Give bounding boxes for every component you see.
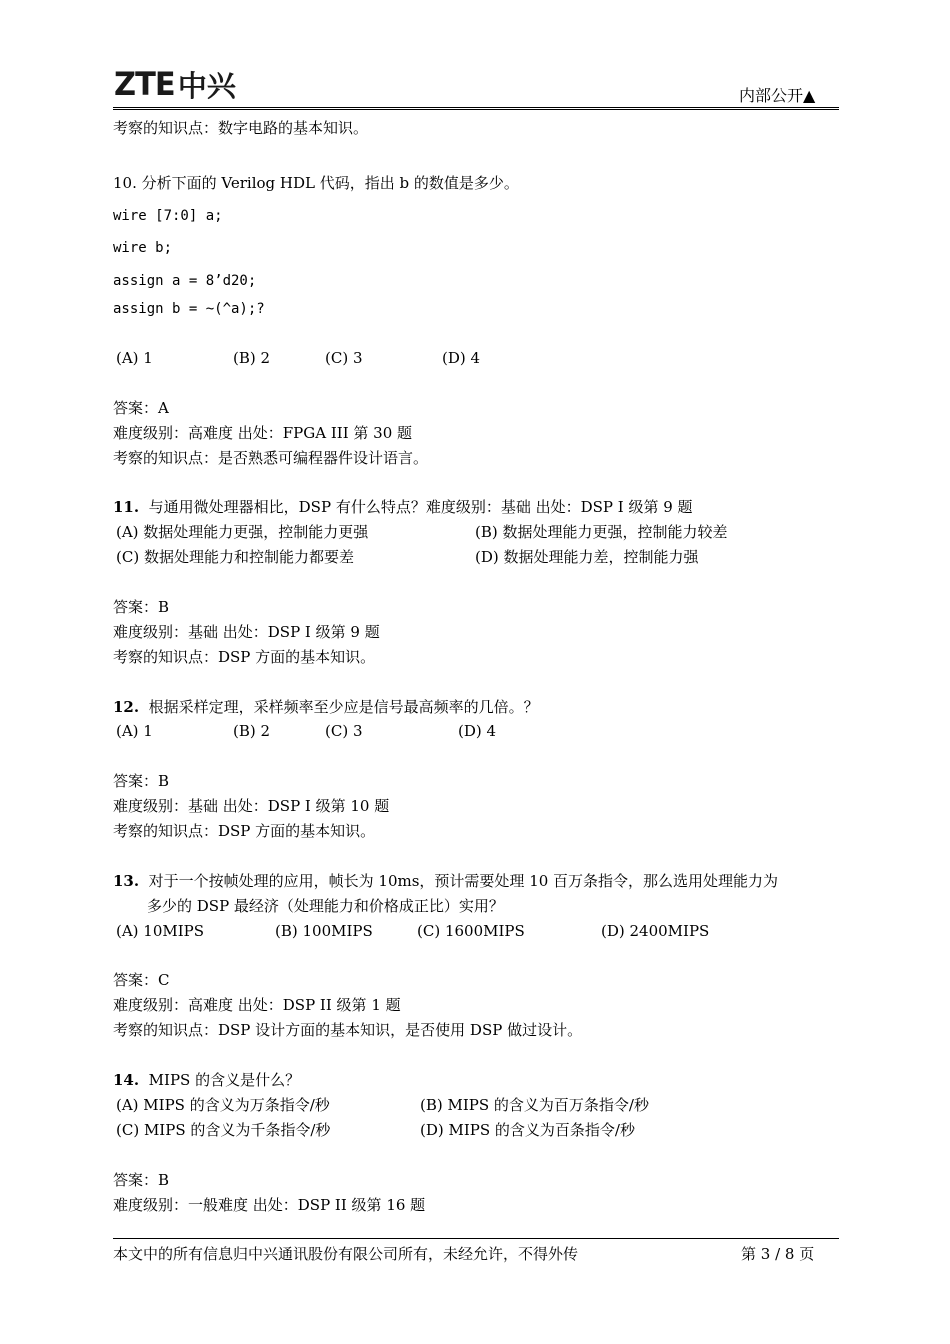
page-number: 第 3 / 8 页 [741,1245,815,1263]
knowledge-point: 考察的知识点：是否熟悉可编程器件设计语言。 [113,449,429,467]
question-number: 12. [113,698,140,716]
option-c: (C) MIPS 的含义为千条指令/秒 [116,1121,331,1139]
answer: 答案：B [113,1171,170,1189]
answer: 答案：C [113,971,170,989]
option-b: (B) 100MIPS [275,922,373,940]
knowledge-point: 考察的知识点：DSP 设计方面的基本知识，是否使用 DSP 做过设计。 [113,1021,583,1039]
classification-label: 内部公开▲ [739,86,816,105]
answer: 答案：A [113,399,169,417]
footer-notice: 本文中的所有信息归中兴通讯股份有限公司所有，未经允许，不得外传 [113,1245,579,1263]
code-line: wire [7:0] a; [113,208,223,224]
difficulty-level: 难度级别：基础 出处：DSP I 级第 10 题 [113,797,390,815]
option-a: (A) 数据处理能力更强，控制能力更强 [116,523,369,541]
logo-cn-text: 中兴 [177,68,236,103]
zte-logo [114,66,236,102]
difficulty-level: 难度级别：高难度 出处：FPGA III 第 30 题 [113,424,413,442]
code-line: assign b = ~(^a);? [113,301,265,317]
question-text: 对于一个按帧处理的应用，帧长为 10ms，预计需要处理 10 百万条指令，那么选用处理能力为 [148,872,779,890]
option-d: (D) 4 [458,722,497,740]
code-line: assign a = 8’d20; [113,273,257,289]
option-b: (B) 2 [233,349,271,367]
option-d: (D) MIPS 的含义为百条指令/秒 [420,1121,635,1139]
option-d: (D) 数据处理能力差，控制能力强 [475,548,699,566]
question-text-cont: 多少的 DSP 最经济（处理能力和价格成正比）实用？ [147,897,504,915]
difficulty-level: 难度级别：基础 出处：DSP I 级第 9 题 [113,623,380,641]
option-a: (A) MIPS 的含义为万条指令/秒 [116,1096,330,1114]
question-number: 13. [113,872,140,890]
logo-text: ZTE [114,65,175,103]
difficulty-level: 难度级别：一般难度 出处：DSP II 级第 16 题 [113,1196,426,1214]
option-a: (A) 1 [116,722,153,740]
answer: 答案：B [113,772,170,790]
option-c: (C) 3 [325,722,363,740]
question-text: 根据采样定理，采样频率至少应是信号最高频率的几倍。？ [148,698,539,716]
option-c: (C) 1600MIPS [417,922,525,940]
question-number: 14. [113,1071,140,1089]
knowledge-point: 考察的知识点：数字电路的基本知识。 [113,119,369,137]
difficulty-level: 难度级别：高难度 出处：DSP II 级第 1 题 [113,996,401,1014]
option-a: (A) 1 [116,349,153,367]
option-b: (B) 数据处理能力更强，控制能力较差 [475,523,728,541]
option-b: (B) MIPS 的含义为百万条指令/秒 [420,1096,649,1114]
question-text: MIPS 的含义是什么？ [148,1071,301,1089]
option-b: (B) 2 [233,722,271,740]
header-rule-top [113,107,839,108]
option-c: (C) 3 [325,349,363,367]
header-rule-bottom [113,109,839,110]
option-a: (A) 10MIPS [116,922,205,940]
option-d: (D) 4 [442,349,481,367]
question-title [113,497,693,517]
knowledge-point: 考察的知识点：DSP 方面的基本知识。 [113,648,376,666]
footer-rule [113,1238,839,1239]
option-d: (D) 2400MIPS [601,922,710,940]
question-title: 10. 分析下面的 Verilog HDL 代码，指出 b 的数值是多少。 [113,174,519,192]
question-title [113,1070,300,1090]
option-c: (C) 数据处理能力和控制能力都要差 [116,548,354,566]
code-line: wire b; [113,240,173,256]
question-text: 与通用微处理器相比，DSP 有什么特点？难度级别：基础 出处：DSP I 级第 9 题 [148,498,693,516]
question-number: 11. [113,498,140,516]
question-title [113,871,778,891]
question-title [113,697,539,717]
answer: 答案：B [113,598,170,616]
knowledge-point: 考察的知识点：DSP 方面的基本知识。 [113,822,376,840]
